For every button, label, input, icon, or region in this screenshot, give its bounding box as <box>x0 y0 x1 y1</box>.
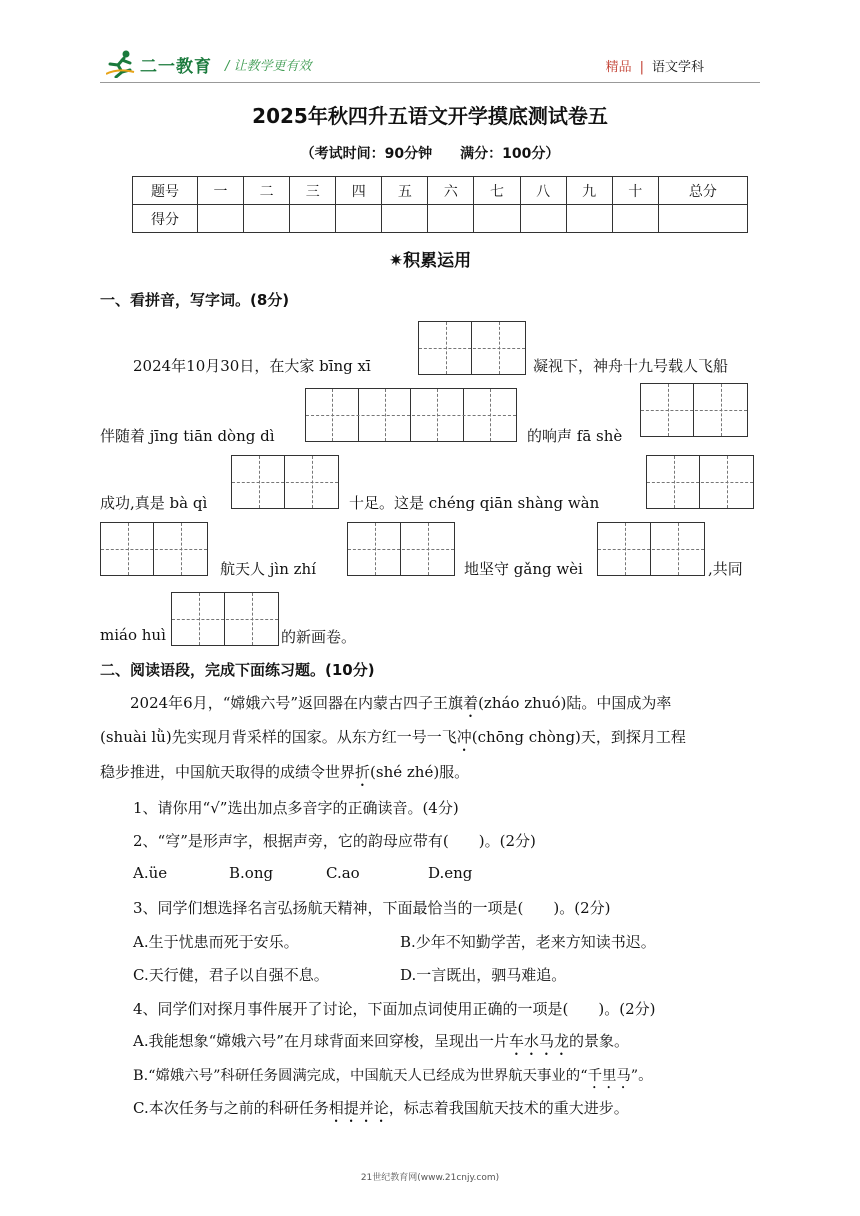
subq3: 3、同学们想选择名言弘扬航天精神，下面最恰当的一项是( )。(2分) <box>133 899 611 917</box>
dotted-char: 冲 <box>456 728 472 746</box>
writing-grid-gangwei[interactable] <box>597 522 705 576</box>
subq2: 2、“穹”是形声字，根据声旁，它的韵母应带有( )。(2分) <box>133 832 536 850</box>
score-blank-cell[interactable] <box>336 205 382 233</box>
passage-text: (shuài lǜ)先实现月背采样的国家。从东方红一号一飞 <box>100 728 457 746</box>
passage-line3 <box>100 761 469 790</box>
page-title: 2025年秋四升五语文开学摸底测试卷五 <box>252 104 608 128</box>
passage-text: (shé zhé)服。 <box>370 763 470 781</box>
writing-grid-jingtiandongdi[interactable] <box>305 388 517 442</box>
writing-grid-miaohui[interactable] <box>171 592 279 646</box>
score-header-cell: 二 <box>244 177 290 205</box>
score-blank-cell[interactable] <box>290 205 336 233</box>
writing-grid-fashe[interactable] <box>640 383 748 437</box>
subq4: 4、同学们对探月事件展开了讨论，下面加点词使用正确的一项是( )。(2分) <box>133 1000 656 1018</box>
score-header-cell: 九 <box>566 177 612 205</box>
option-text: ，标志着我国航天技术的重大进步。 <box>388 1099 629 1117</box>
q1-line5-end: 的新画卷。 <box>281 628 357 646</box>
subq4-option-a <box>133 1030 629 1059</box>
dotted-char: 着 <box>463 694 479 712</box>
score-blank-cell[interactable] <box>428 205 474 233</box>
section-heading: ✷积累运用 <box>388 251 472 271</box>
option-text: C.本次任务与之前的科研任务 <box>133 1099 329 1117</box>
score-header-cell: 四 <box>336 177 382 205</box>
subq3-option-d: D.一言既出，驷马难追。 <box>400 966 567 984</box>
logo-text: 二一教育 <box>140 57 212 77</box>
dotted-phrase: 相提并论 <box>328 1099 389 1117</box>
subq1: 1、请你用“√”选出加点多音字的正确读音。(4分) <box>133 799 459 817</box>
subq2-option-a: A.üe <box>133 864 168 882</box>
option-text: A.我能想象“嫦娥六号”在月球背面来回穿梭，呈现出一片 <box>133 1032 509 1050</box>
passage-line1 <box>100 692 671 721</box>
score-header-cell: 七 <box>474 177 520 205</box>
subq2-option-d: D.eng <box>428 864 473 882</box>
writing-grid-shangwan[interactable] <box>100 522 208 576</box>
score-header-cell: 三 <box>290 177 336 205</box>
header-rule <box>100 82 760 83</box>
option-text: ”。 <box>630 1068 653 1084</box>
score-blank-cell[interactable] <box>382 205 428 233</box>
writing-grid-bingxi[interactable] <box>418 321 526 375</box>
subq4-option-b <box>133 1064 653 1092</box>
score-table-header-row <box>133 177 748 205</box>
tag-divider: | <box>639 60 644 75</box>
score-blank-cell[interactable] <box>520 205 566 233</box>
score-header-cell: 总分 <box>658 177 747 205</box>
header-tags <box>606 56 704 75</box>
slogan: / 让教学更有效 <box>225 59 312 74</box>
subq2-option-b: B.ong <box>229 864 274 882</box>
score-blank-cell[interactable] <box>474 205 520 233</box>
subq3-option-a: A.生于忧患而死于安乐。 <box>133 933 299 951</box>
score-blank-cell[interactable] <box>658 205 747 233</box>
score-header-cell: 八 <box>520 177 566 205</box>
score-header-cell: 题号 <box>133 177 198 205</box>
writing-grid-baqi[interactable] <box>231 455 339 509</box>
q1-line4-text: 航天人 jìn zhí <box>220 560 317 578</box>
writing-grid-jinzhi[interactable] <box>347 522 455 576</box>
tag-subject: 语文学科 <box>651 60 704 75</box>
q1-line4-mid: 地坚守 gǎng wèi <box>464 560 583 578</box>
subq4-option-c <box>133 1097 629 1126</box>
q1-line2-mid: 的响声 fā shè <box>527 427 623 445</box>
score-header-cell: 十 <box>612 177 658 205</box>
score-blank-cell[interactable] <box>244 205 290 233</box>
dotted-char: 折 <box>355 763 371 781</box>
footer: 21世纪教育网(www.21cnjy.com) <box>360 1173 500 1183</box>
dotted-phrase: 车水马龙 <box>508 1032 569 1050</box>
subq2-option-c: C.ao <box>326 864 360 882</box>
q1-line5-text: miáo huì <box>100 626 166 644</box>
passage-text: (chōng chòng)天，到探月工程 <box>471 728 686 746</box>
subq3-option-b: B.少年不知勤学苦，老来方知读书迟。 <box>400 933 656 951</box>
q1-line2-text: 伴随着 jīng tiān dòng dì <box>100 427 275 445</box>
score-blank-cell[interactable] <box>612 205 658 233</box>
score-table-score-row <box>133 205 748 233</box>
passage-text: 稳步推进，中国航天取得的成绩令世界 <box>100 763 356 781</box>
q1-line3-text: 成功,真是 bà qì <box>100 494 208 512</box>
q1-heading: 一、看拼音，写字词。(8分) <box>100 291 290 309</box>
option-text: B.“嫦娥六号”科研任务圆满完成，中国航天人已经成为世界航天事业的“ <box>133 1068 588 1084</box>
writing-grid-chengqian[interactable] <box>646 455 754 509</box>
score-row-label: 得分 <box>133 205 198 233</box>
q1-line3-mid: 十足。这是 chéng qiān shàng wàn <box>349 494 600 512</box>
q1-line1-text: 2024年10月30日，在大家 bīng xī <box>133 357 371 375</box>
passage-text: 2024年6月，“嫦娥六号”返回器在内蒙古四子王旗 <box>100 694 464 712</box>
score-header-cell: 一 <box>198 177 244 205</box>
q1-line4-end: ,共同 <box>708 560 743 578</box>
score-blank-cell[interactable] <box>566 205 612 233</box>
exam-info: （考试时间：90分钟 满分：100分） <box>300 146 560 162</box>
passage-text: (zháo zhuó)陆。中国成为率 <box>478 694 672 712</box>
score-table <box>132 176 748 233</box>
q1-line1-end: 凝视下，神舟十九号载人飞船 <box>533 357 729 375</box>
score-blank-cell[interactable] <box>198 205 244 233</box>
subq3-option-c: C.天行健，君子以自强不息。 <box>133 966 329 984</box>
score-header-cell: 五 <box>382 177 428 205</box>
tag-premium: 精品 <box>605 60 632 75</box>
dotted-phrase: 千里马 <box>587 1068 631 1084</box>
runner-logo-icon <box>106 50 136 78</box>
passage-line2 <box>100 726 686 755</box>
score-header-cell: 六 <box>428 177 474 205</box>
option-text: 的景象。 <box>568 1032 629 1050</box>
q2-heading: 二、阅读语段，完成下面练习题。(10分) <box>100 661 375 679</box>
